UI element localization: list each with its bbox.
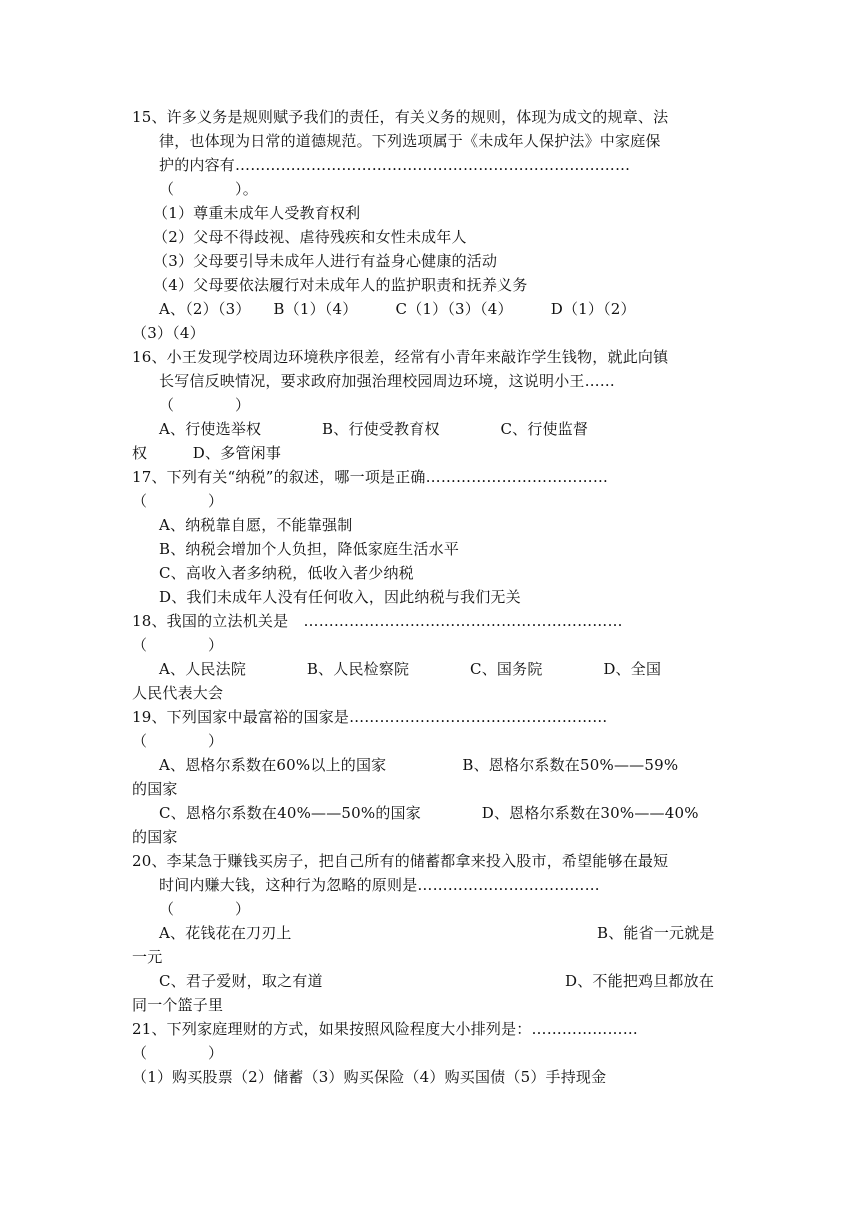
- q16-options: A、行使选举权 B、行使受教育权 C、行使监督: [159, 420, 589, 438]
- q17-option-d: D、我们未成年人没有任何收入，因此纳税与我们无关: [159, 588, 521, 606]
- q20-option-a: A、花钱花在刀刃上: [159, 924, 292, 942]
- q15-item-1: （1）尊重未成年人受教育权利: [153, 204, 361, 222]
- q21-stem: 21、下列家庭理财的方式，如果按照风险程度大小排列是：…………………: [132, 1020, 638, 1038]
- q15-stem-line-2: 律，也体现为日常的道德规范。下列选项属于《未成年人保护法》中家庭保: [159, 132, 661, 150]
- q19-options-cd: C、恩格尔系数在40%——50%的国家 D、恩格尔系数在30%——40%: [159, 804, 699, 822]
- q15-item-2: （2）父母不得歧视、虐待残疾和女性未成年人: [153, 228, 467, 246]
- q15-item-3: （3）父母要引导未成年人进行有益身心健康的活动: [153, 252, 498, 270]
- q17-stem: 17、下列有关“纳税”的叙述，哪一项是正确………………………………: [132, 468, 609, 486]
- q15-answer-blank: （ ）。: [159, 180, 258, 198]
- q18-stem: 18、我国的立法机关是 ………………………………………………………: [132, 612, 623, 630]
- q20-answer-blank: （ ）: [159, 900, 251, 918]
- q20-option-b-wrap: 一元: [132, 948, 163, 966]
- q15-options: A、（2）（3） B（1）（4） C（1）（3）（4） D（1）（2）: [159, 300, 636, 318]
- q20-option-d-wrap: 同一个篮子里: [132, 996, 224, 1014]
- q19-stem: 19、下列国家中最富裕的国家是……………………………………………: [132, 708, 608, 726]
- q17-answer-blank: （ ）: [132, 492, 224, 510]
- q15-item-4: （4）父母要依法履行对未成年人的监护职责和抚养义务: [153, 276, 528, 294]
- q20-stem-line-1: 20、李某急于赚钱买房子，把自己所有的储蓄都拿来投入股市，希望能够在最短: [132, 852, 669, 870]
- q20-option-b: B、能省一元就是: [597, 924, 715, 942]
- q20-stem-line-2: 时间内赚大钱，这种行为忽略的原则是………………………………: [159, 876, 600, 894]
- q20-option-d: D、不能把鸡旦都放在: [565, 972, 715, 990]
- q16-options-wrap: 权 D、多管闲事: [132, 444, 282, 462]
- q19-options-ab-wrap: 的国家: [132, 780, 178, 798]
- q15-stem-line-1: 15、许多义务是规则赋予我们的责任，有关义务的规则，体现为成文的规章、法: [132, 108, 669, 126]
- q19-options-cd-wrap: 的国家: [132, 828, 178, 846]
- q17-option-b: B、纳税会增加个人负担，降低家庭生活水平: [159, 540, 460, 558]
- q19-options-ab: A、恩格尔系数在60%以上的国家 B、恩格尔系数在50%——59%: [159, 756, 679, 774]
- q20-option-c: C、君子爱财，取之有道: [159, 972, 323, 990]
- q17-option-c: C、高收入者多纳税，低收入者少纳税: [159, 564, 414, 582]
- q18-options: A、人民法院 B、人民检察院 C、国务院 D、全国: [159, 660, 662, 678]
- q15-options-wrap: （3）（4）: [132, 324, 205, 342]
- q17-option-a: A、纳税靠自愿，不能靠强制: [159, 516, 353, 534]
- q21-items: （1）购买股票（2）储蓄（3）购买保险（4）购买国债（5）手持现金: [132, 1068, 607, 1086]
- q19-answer-blank: （ ）: [132, 732, 224, 750]
- q15-stem-line-3: 护的内容有……………………………………………………………………: [159, 156, 631, 174]
- q16-answer-blank: （ ）: [159, 396, 251, 414]
- q16-stem-line-2: 长写信反映情况，要求政府加强治理校园周边环境，这说明小王……: [159, 372, 616, 390]
- q16-stem-line-1: 16、小王发现学校周边环境秩序很差，经常有小青年来敲诈学生钱物，就此向镇: [132, 348, 669, 366]
- q21-answer-blank: （ ）: [132, 1044, 224, 1062]
- q18-answer-blank: （ ）: [132, 636, 224, 654]
- q18-options-wrap: 人民代表大会: [132, 684, 224, 702]
